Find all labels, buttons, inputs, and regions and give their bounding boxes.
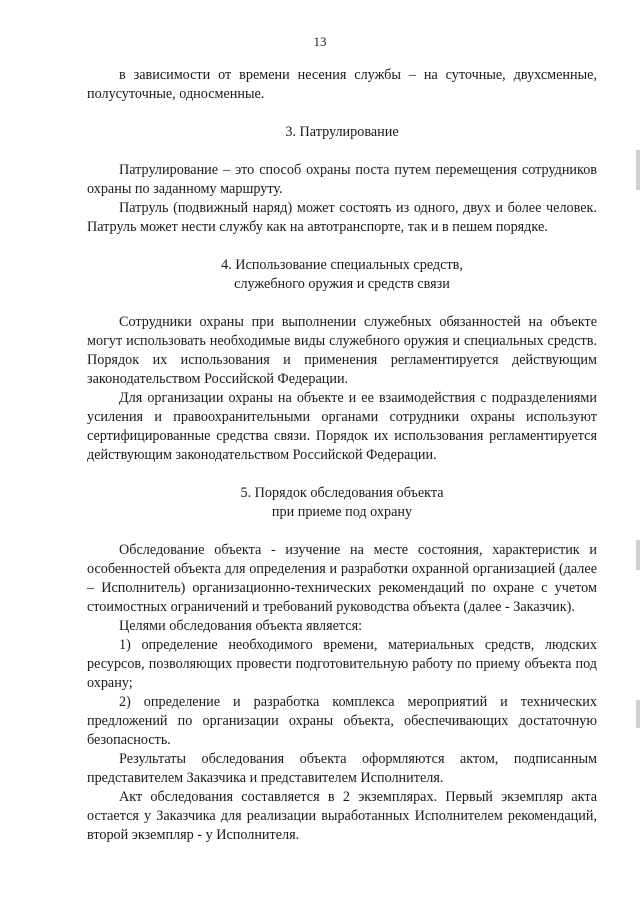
section-5-paragraph-1: Обследование объекта - изучение на месте состояния, характеристик и особенностей объекта для определения и разработки охранной организацией (далее – Исполнитель) организационно-технических рекомендаций по охране с учетом стоимостных ограничений и требований руководства объекта (далее - Заказчик). (87, 542, 597, 615)
section-5-list-item-1: 1) определение необходимого времени, материальных средств, людских ресурсов, позволяющих провести подготовительную работу по приему объекта под охрану; (87, 637, 597, 691)
intro-paragraph: в зависимости от времени несения службы – на суточные, двухсменные, полусуточные, односменные. (87, 67, 597, 102)
section-5-heading-line-1: 5. Порядок обследования объекта (240, 485, 444, 501)
section-3-paragraph-2: Патруль (подвижный наряд) может состоять из одного, двух и более человек. Патруль может нести службу как на автотранспорте, так и в пешем порядке. (87, 200, 597, 235)
section-3-paragraph-1: Патрулирование – это способ охраны поста путем перемещения сотрудников охраны по заданному маршруту. (87, 162, 597, 197)
section-5-heading-line-2: при приеме под охрану (271, 504, 413, 520)
spacer (87, 104, 597, 123)
spacer (87, 237, 597, 256)
scan-edge-mark (636, 540, 640, 570)
section-3-heading: 3. Патрулирование (285, 124, 399, 140)
section-5-paragraph-3: Результаты обследования объекта оформляются актом, подписанным представителем Заказчика и представителем Исполнителя. (87, 751, 597, 786)
section-5-heading (87, 484, 597, 522)
section-4-heading (87, 256, 597, 294)
section-5-list-item-2: 2) определение и разработка комплекса мероприятий и технических предложений по организации охраны объекта, обеспечивающих достаточную безопасность. (87, 694, 597, 748)
section-4-paragraph-1: Сотрудники охраны при выполнении служебных обязанностей на объекте могут использовать необходимые виды служебного оружия и специальных средств. Порядок их использования и применения регламентируется действующим законодательством Российской Федерации. (87, 314, 597, 387)
section-4-paragraph-2: Для организации охраны на объекте и ее взаимодействия с подразделениями усиления и правоохранительными органами сотрудники охраны используют сертифицированные средства связи. Порядок их использования регламентируется действующим законодательством Российской Федерации. (87, 390, 597, 463)
spacer (87, 465, 597, 484)
spacer (87, 294, 597, 313)
spacer (87, 522, 597, 541)
page-number: 13 (313, 34, 327, 49)
scan-edge-mark (636, 150, 640, 190)
section-5-paragraph-2: Целями обследования объекта является: (119, 618, 363, 634)
spacer (87, 142, 597, 161)
section-4-heading-line-1: 4. Использование специальных средств, (221, 257, 463, 273)
scan-edge-mark (636, 700, 640, 728)
section-4-heading-line-2: служебного оружия и средств связи (234, 276, 450, 292)
document-body (87, 66, 597, 845)
section-5-paragraph-4: Акт обследования составляется в 2 экземплярах. Первый экземпляр акта остается у Заказчика для реализации выработанных Исполнителем рекомендаций, второй экземпляр - у Исполнителя. (87, 789, 597, 843)
